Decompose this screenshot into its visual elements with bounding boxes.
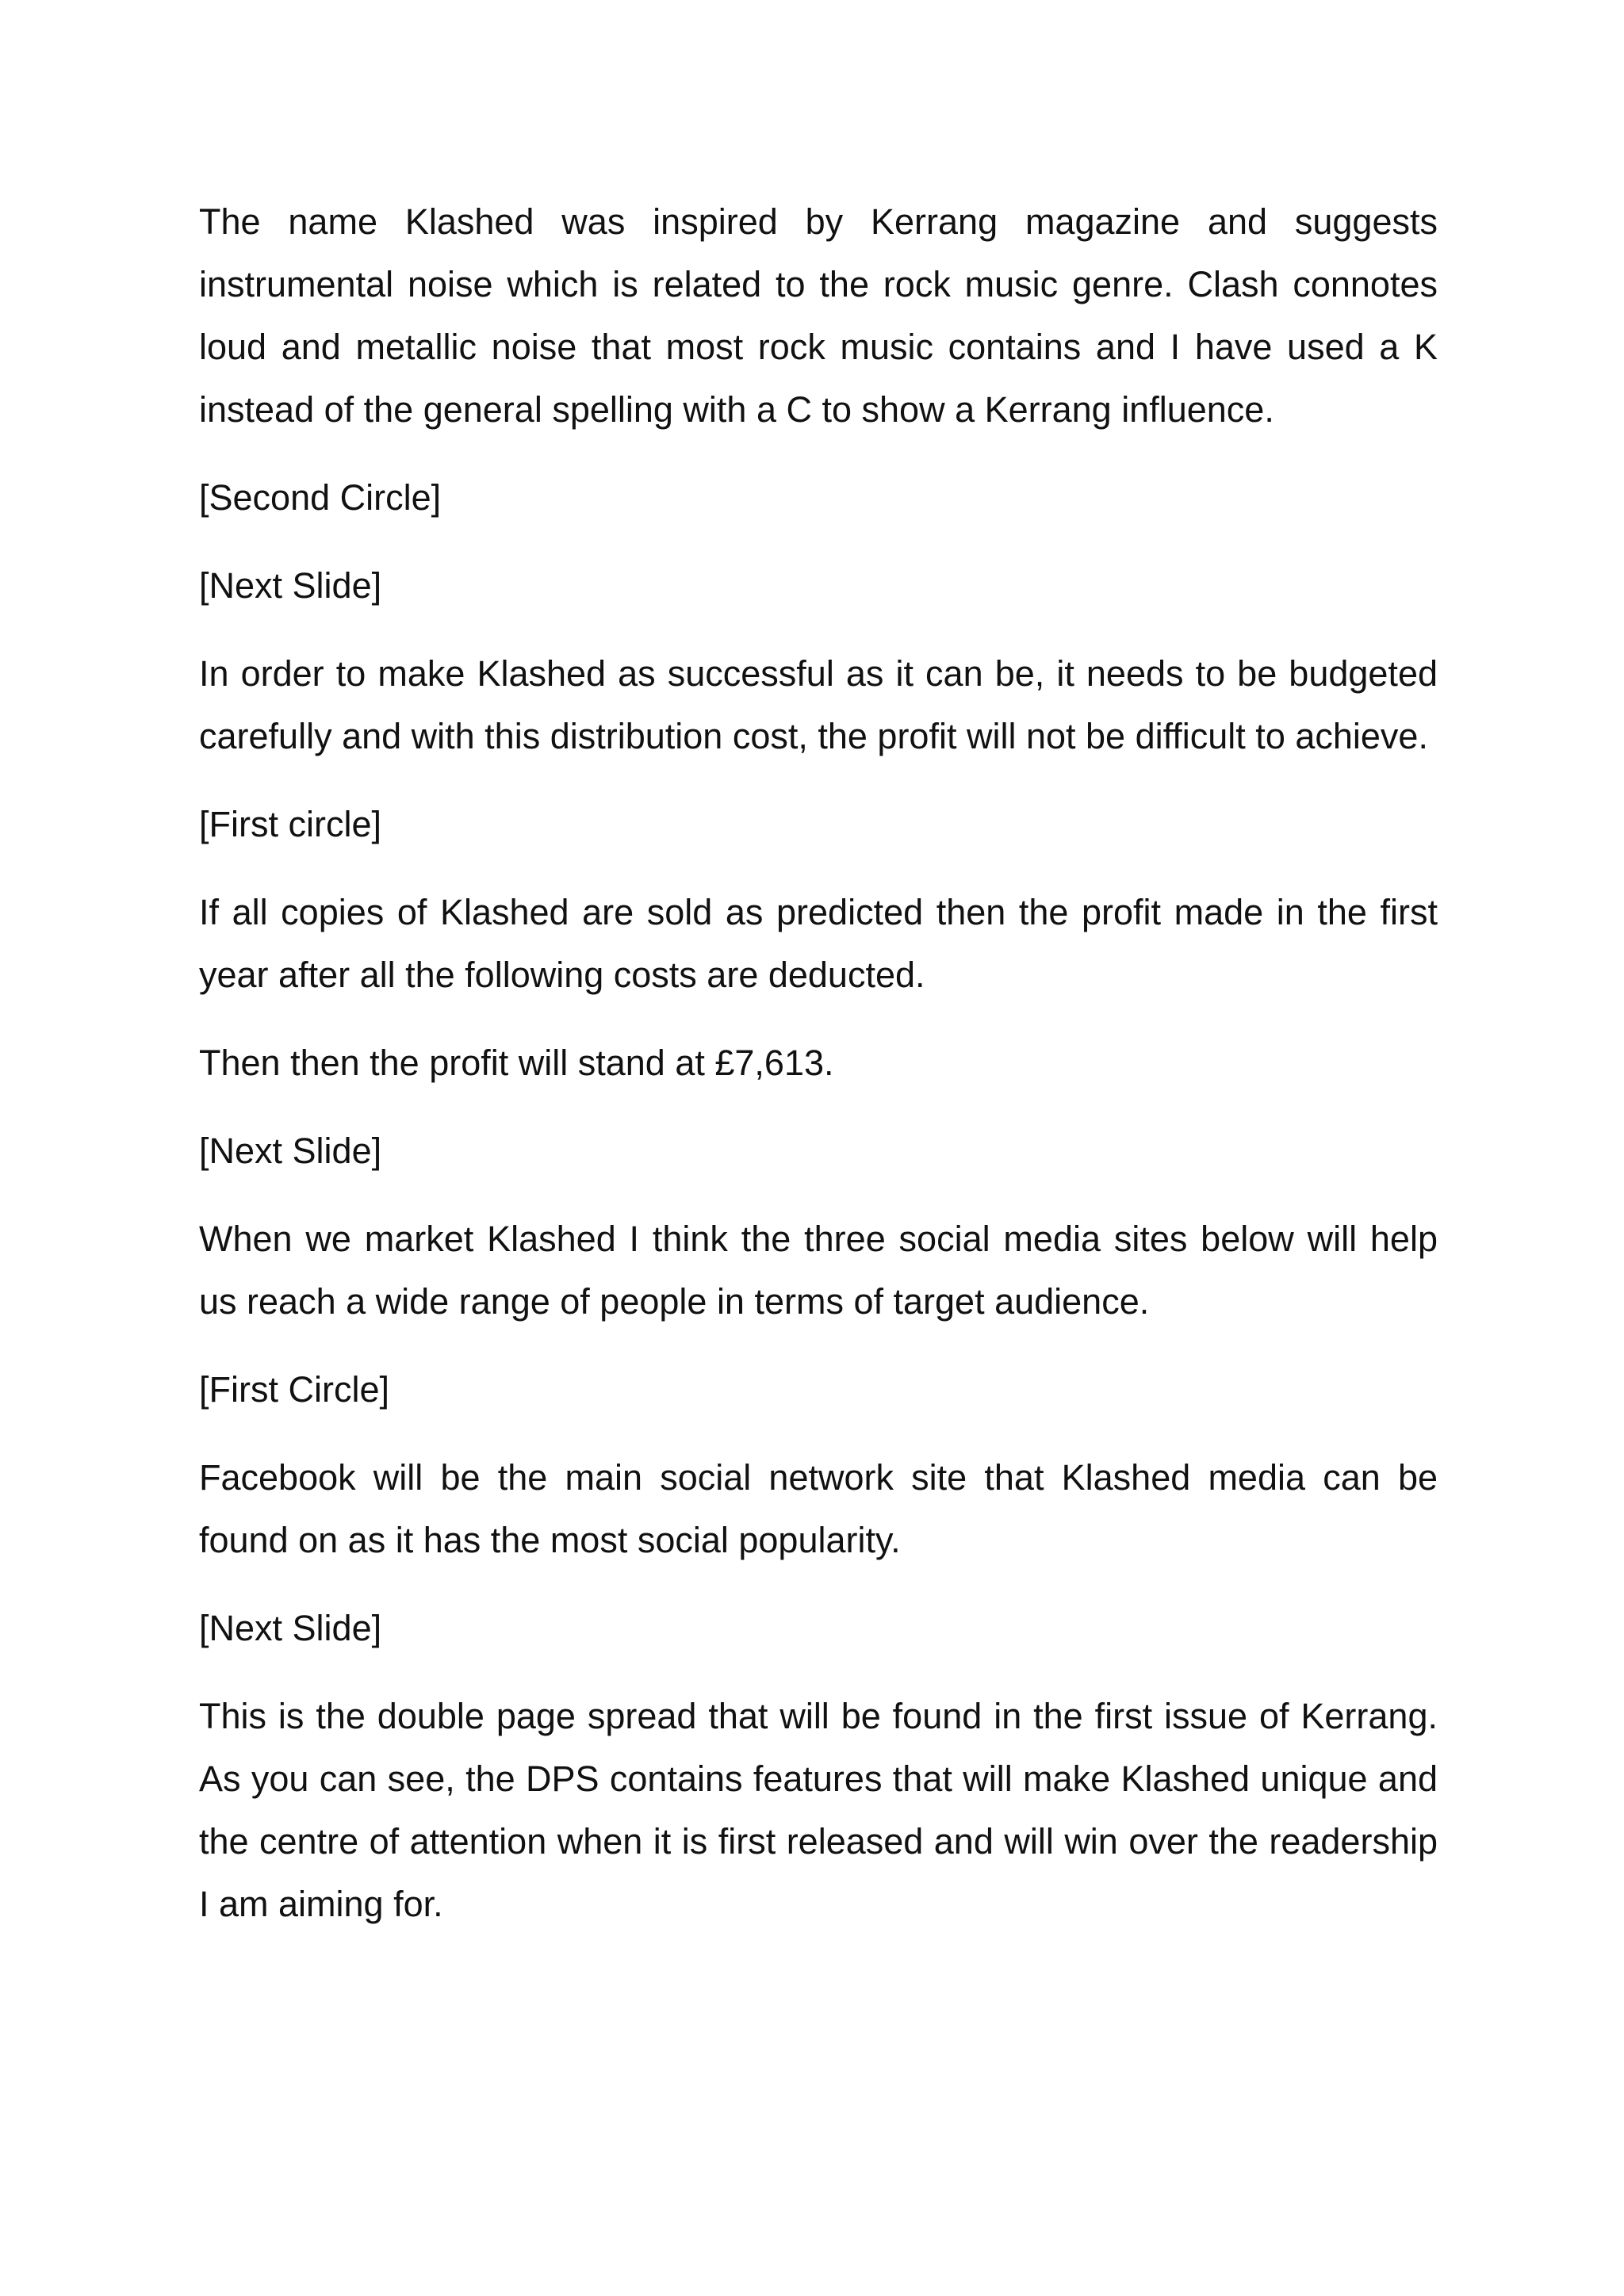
paragraph-double-page-spread: This is the double page spread that will be found in the first issue of Kerrang. As you can see, the DPS contains features that will make Klashed unique and the centre of attention when it is first released and will win over the readership I am aiming for. <box>199 1696 1438 1924</box>
paragraph-klashed-name: The name Klashed was inspired by Kerrang magazine and suggests instrumental noise which is related to the rock music genre. Clash connotes loud and metallic noise that most rock music contains and I have used a K instead of the general spelling with a C to show a Kerrang influence. <box>199 201 1438 430</box>
document-page <box>199 190 1438 1961</box>
cue-first-circle-2: [First Circle] <box>199 1369 389 1410</box>
paragraph-facebook: Facebook will be the main social network site that Klashed media can be found on as it has the most social popularity. <box>199 1457 1438 1560</box>
paragraph-profit-amount: Then then the profit will stand at £7,613. <box>199 1043 834 1083</box>
cue-second-circle: [Second Circle] <box>199 477 442 518</box>
paragraph-profit-prediction: If all copies of Klashed are sold as predicted then the profit made in the first year after all the following costs are deducted. <box>199 892 1438 995</box>
paragraph-budget: In order to make Klashed as successful as it can be, it needs to be budgeted carefully and with this distribution cost, the profit will not be difficult to achieve. <box>199 653 1438 756</box>
cue-next-slide-3: [Next Slide] <box>199 1608 382 1648</box>
cue-next-slide-2: [Next Slide] <box>199 1131 382 1171</box>
cue-next-slide-1: [Next Slide] <box>199 565 382 606</box>
cue-first-circle-1: [First circle] <box>199 804 381 844</box>
paragraph-social-media: When we market Klashed I think the three social media sites below will help us reach a wide range of people in terms of target audience. <box>199 1219 1438 1322</box>
